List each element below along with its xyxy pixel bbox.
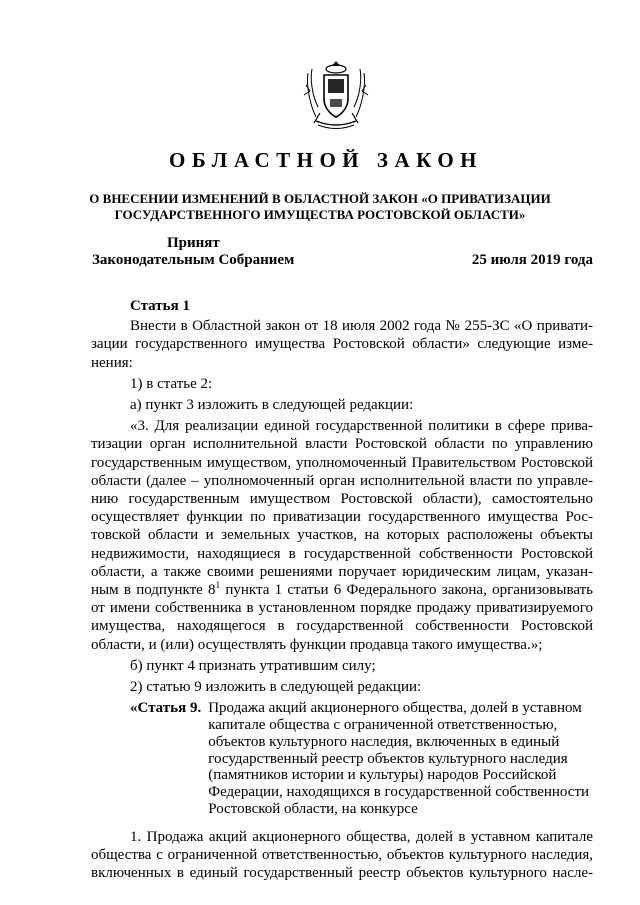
text-line: (памятников истории и культуры) народов Российской [208, 767, 557, 784]
law-title: ОБЛАСТНОЙ ЗАКОН [168, 148, 483, 172]
text-line: Федерации, находящихся в государственной собственности [208, 784, 590, 801]
text-fragment: пункта 1 статьи 6 Федерального закона, организовывать [220, 582, 594, 599]
text-line: зации государственного имущества Ростовской области» следующие изме- [91, 336, 593, 353]
text-line: капитале общества с ограниченной ответственностью, [208, 717, 558, 734]
text-line: «3. Для реализации единой государственной политики в сфере прива- [130, 418, 593, 435]
text-line: недвижимости, находящиеся в государственной собственности Ростовской [91, 545, 593, 562]
text-line: 1. Продажа акций акционерного общества, долей в уставном капитале [130, 828, 593, 845]
text-line: объектов культурного наследия, включенных в единый [208, 733, 560, 750]
list-item: 2) статью 9 изложить в следующей редакции: [130, 679, 422, 696]
text-fragment: ным в подпункте 8 [91, 582, 216, 599]
list-item: 1) в статье 2: [130, 375, 213, 392]
subtitle-line: О ВНЕСЕНИИ ИЗМЕНЕНИЙ В ОБЛАСТНОЙ ЗАКОН «О ПРИВАТИЗАЦИИ [89, 191, 551, 206]
text-line: государственным имуществом, уполномоченный Правительством Ростовской [91, 454, 593, 471]
text-line: осуществляет функции по приватизации государственного имущества Рос- [91, 509, 593, 526]
text-line: Внести в Областной закон от 18 июля 2002 года № 255-ЗС «О привати- [130, 318, 593, 335]
text-line: нию государственным имуществом Ростовской области), самостоятельно [91, 491, 593, 508]
law-subtitle [60, 191, 580, 223]
law-body [91, 297, 593, 882]
text-line: области, и (или) осуществлять функции продавца такого имущества.»; [91, 636, 543, 653]
coat-of-arms-icon [296, 55, 376, 135]
article-heading: Статья 1 [130, 298, 190, 314]
text-line [91, 581, 593, 599]
text-line: товской области и земельных участков, на которых расположены объекты [91, 527, 593, 544]
adopted-by: Законодательным Собранием [92, 252, 295, 268]
text-line: от имени собственника в установленном порядке продажу приватизируемого [91, 600, 593, 617]
text-line: Продажа акций акционерного общества, долей в уставном [208, 700, 582, 717]
text-line: включенных в единый государственный реестр объектов культурного насле- [91, 865, 593, 882]
text-line: тизации орган исполнительной власти Ростовской области по управлению [91, 436, 593, 453]
list-item: б) пункт 4 признать утратившим силу; [130, 657, 376, 674]
adopted-date: 25 июля 2019 года [471, 252, 593, 268]
article9-label: «Статья 9. [130, 700, 202, 717]
adopted-label: Принят [167, 235, 220, 251]
article9-heading [91, 700, 593, 818]
text-line: области, а также своими решениями поручает юридическим лицам, указан- [91, 563, 593, 580]
text-line: Ростовской области, на конкурсе [208, 801, 418, 818]
text-line: государственный реестр объектов культурного наследия [208, 750, 568, 767]
text-line: нения: [91, 354, 133, 371]
text-line: имущества, находящегося в государственной собственности Ростовской [91, 618, 593, 635]
subtitle-line: ГОСУДАРСТВЕННОГО ИМУЩЕСТВА РОСТОВСКОЙ ОБЛАСТИ» [114, 207, 526, 222]
text-line: общества с ограниченной ответственностью, объектов культурного наследия, [91, 847, 593, 864]
text-line: области (далее – уполномоченный орган исполнительной власти по управле- [91, 472, 593, 489]
list-item: а) пункт 3 изложить в следующей редакции: [130, 397, 414, 414]
superscript: 1 [215, 580, 221, 591]
article9-title [201, 700, 593, 818]
